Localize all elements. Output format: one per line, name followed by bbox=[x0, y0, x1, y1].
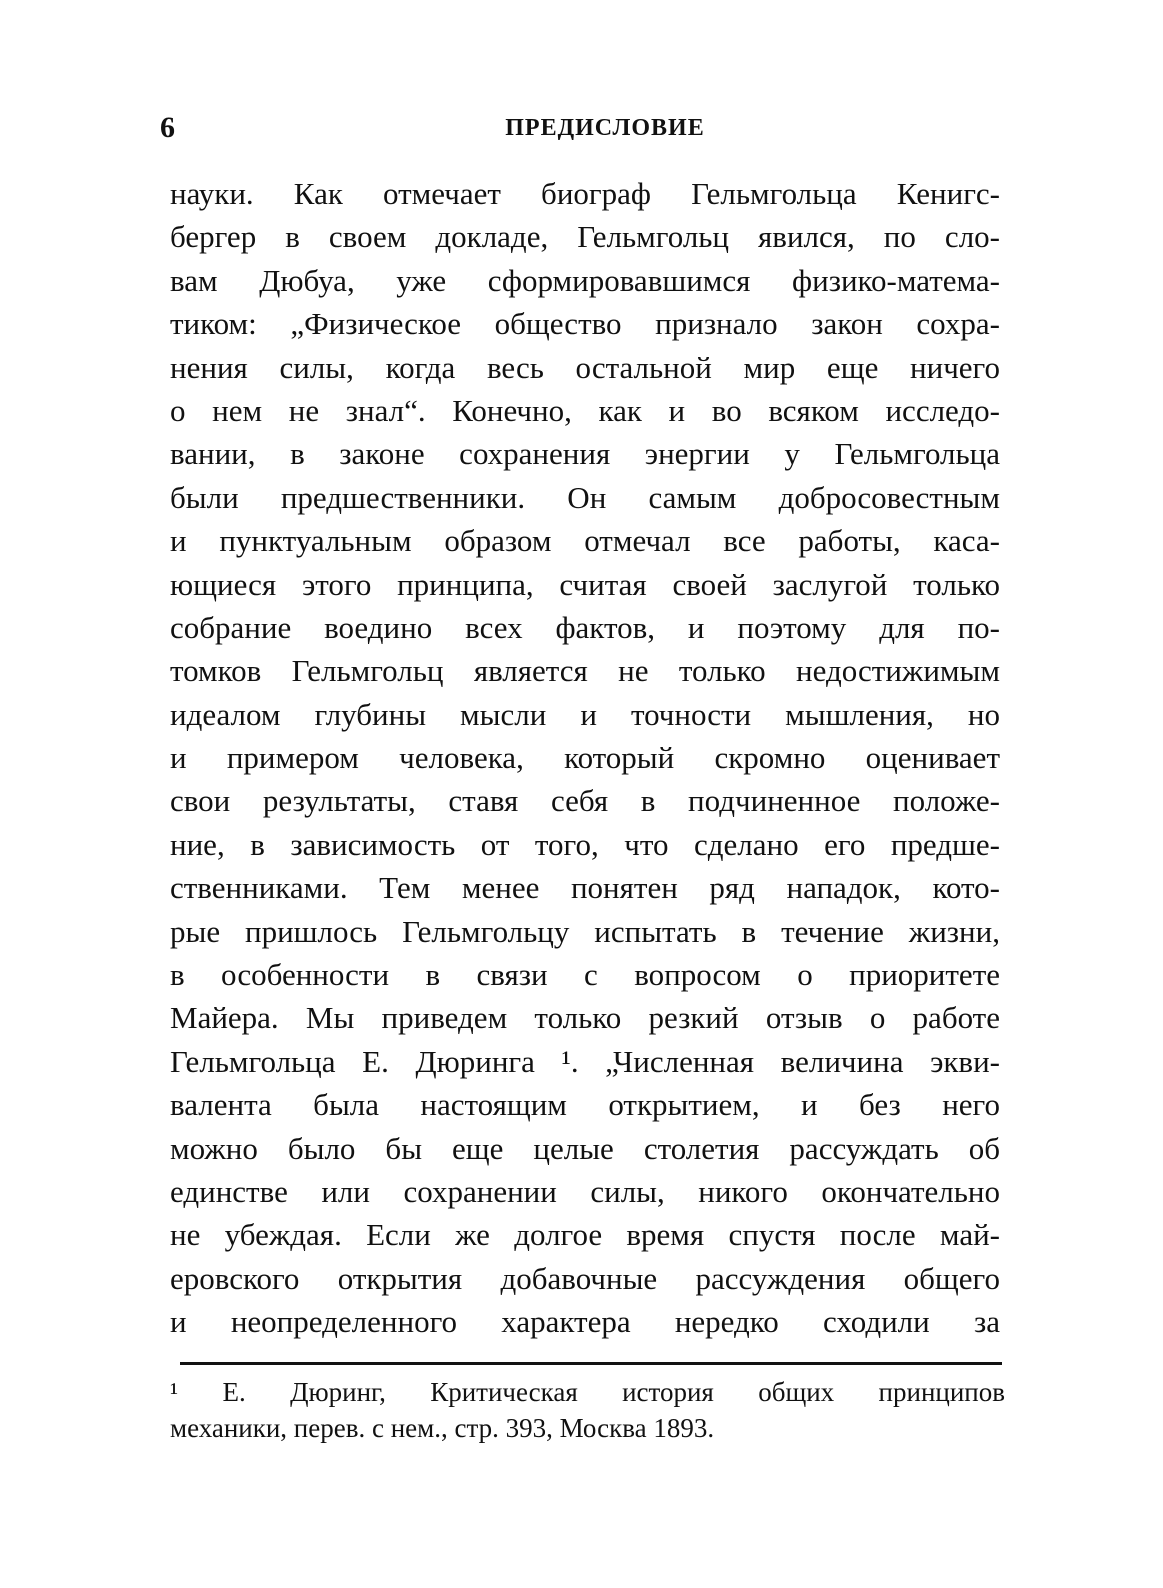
page-header bbox=[160, 106, 1000, 150]
text-line: томков Гельмгольц является не только недостижимым bbox=[170, 653, 1000, 689]
text-line: ющиеся этого принципа, считая своей заслугой только bbox=[170, 566, 1000, 602]
text-line: и неопределенного характера нередко сходили за bbox=[170, 1304, 1000, 1340]
text-line: в особенности в связи с вопросом о приоритете bbox=[170, 957, 1000, 993]
footnote-line: механики, перев. с нем., стр. 393, Москва 1893. bbox=[170, 1413, 715, 1443]
running-title: ПРЕДИСЛОВИЕ bbox=[505, 115, 705, 141]
text-line: были предшественники. Он самым добросовестным bbox=[170, 479, 1000, 515]
text-line: рые пришлось Гельмгольцу испытать в течение жизни, bbox=[170, 913, 1000, 949]
footnote bbox=[170, 1374, 1005, 1446]
text-line: собрание воедино всех фактов, и поэтому для по- bbox=[170, 609, 1000, 645]
page-number: 6 bbox=[160, 111, 175, 144]
text-line: нения силы, когда весь остальной мир еще ничего bbox=[170, 349, 1000, 385]
body-text bbox=[170, 172, 1000, 1344]
text-line: о нем не знал“. Конечно, как и во всяком исследо- bbox=[170, 392, 1000, 428]
text-line: вам Дюбуа, уже сформировавшимся физико-матема- bbox=[170, 262, 1000, 298]
text-line: валента была настоящим открытием, и без него bbox=[170, 1087, 1000, 1123]
text-line: вании, в законе сохранения энергии у Гельмгольца bbox=[170, 436, 1000, 472]
text-line: свои результаты, ставя себя в подчиненное положе- bbox=[170, 783, 1000, 819]
text-line: ние, в зависимость от того, что сделано его предше- bbox=[170, 826, 1000, 862]
text-line: Майера. Мы приведем только резкий отзыв о работе bbox=[170, 1000, 1000, 1036]
text-line: науки. Как отмечает биограф Гельмгольца Кенигс- bbox=[170, 176, 1000, 211]
text-line: и пунктуальным образом отмечал все работы, каса- bbox=[170, 523, 1000, 559]
text-line: не убеждая. Если же долгое время спустя после май- bbox=[170, 1217, 1000, 1253]
text-line: Гельмгольца Е. Дюринга ¹. „Численная величина экви- bbox=[170, 1043, 1000, 1079]
text-line: еровского открытия добавочные рассуждения общего bbox=[170, 1260, 1000, 1296]
text-line: можно было бы еще целые столетия рассуждать об bbox=[170, 1130, 1000, 1166]
text-line: ственниками. Тем менее понятен ряд нападок, кото- bbox=[170, 870, 1000, 906]
footnote-line: ¹ Е. Дюринг, Критическая история общих принципов bbox=[170, 1377, 1005, 1407]
text-line: единстве или сохранении силы, никого окончательно bbox=[170, 1173, 1000, 1209]
text-line: идеалом глубины мысли и точности мышления, но bbox=[170, 696, 1000, 732]
text-line: тиком: „Физическое общество признало закон сохра- bbox=[170, 306, 1000, 342]
footnote-divider bbox=[180, 1362, 1002, 1365]
text-line: бергер в своем докладе, Гельмгольц явился, по сло- bbox=[170, 219, 1000, 255]
text-line: и примером человека, который скромно оценивает bbox=[170, 740, 1000, 776]
